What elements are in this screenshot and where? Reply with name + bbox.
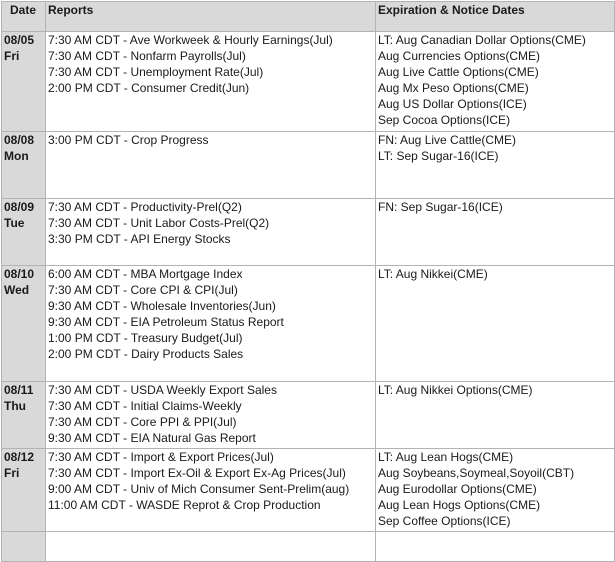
header-date: Date [2,2,46,32]
report-item: 9:30 AM CDT - EIA Petroleum Status Report [48,315,284,329]
expiration-cell [376,266,615,382]
day-value: Mon [4,149,29,163]
report-item: 3:30 PM CDT - API Energy Stocks [48,232,231,246]
date-value: 08/09 [4,200,35,214]
day-value: Fri [4,466,20,480]
expiration-item: Aug Lean Hogs Options(CME) [378,498,541,512]
expiration-cell [376,382,615,449]
expiration-item: LT: Aug Nikkei(CME) [378,267,488,281]
report-item: 11:00 AM CDT - WASDE Reprot & Crop Production [48,498,321,512]
date-value: 08/05 [4,33,35,47]
expiration-cell [376,532,615,562]
table-row-partial [2,532,615,562]
expiration-cell [376,132,615,199]
date-value: 08/08 [4,133,35,147]
date-cell [2,32,46,132]
table-row [2,132,615,199]
day-value: Wed [4,283,30,297]
expiration-item: Aug Eurodollar Options(CME) [378,482,537,496]
header-expiration: Expiration & Notice Dates [376,2,615,32]
reports-cell [46,266,376,382]
report-item: 7:30 AM CDT - Initial Claims-Weekly [48,399,242,413]
reports-cell [46,32,376,132]
expiration-item: LT: Aug Lean Hogs(CME) [378,450,514,464]
expiration-item: FN: Sep Sugar-16(ICE) [378,200,503,214]
economic-calendar-table [1,1,615,562]
expiration-item: Aug Mx Peso Options(CME) [378,81,529,95]
expiration-item: Sep Cocoa Options(ICE) [378,113,511,127]
date-cell [2,199,46,266]
report-item: 2:00 PM CDT - Dairy Products Sales [48,347,244,361]
report-item: 9:30 AM CDT - Wholesale Inventories(Jun) [48,299,276,313]
report-item: 7:30 AM CDT - Nonfarm Payrolls(Jul) [48,49,246,63]
date-cell [2,132,46,199]
expiration-item: Sep Coffee Options(ICE) [378,514,511,528]
day-value: Thu [4,399,26,413]
report-item: 7:30 AM CDT - Core CPI & CPI(Jul) [48,283,238,297]
expiration-item: Aug Live Cattle Options(CME) [378,65,539,79]
date-cell [2,266,46,382]
report-item: 9:00 AM CDT - Univ of Mich Consumer Sent-Prelim(aug) [48,482,350,496]
report-item: 7:30 AM CDT - Ave Workweek & Hourly Earnings(Jul) [48,33,333,47]
report-item: 1:00 PM CDT - Treasury Budget(Jul) [48,331,243,345]
reports-cell [46,132,376,199]
expiration-item: Aug US Dollar Options(ICE) [378,97,527,111]
expiration-item: Aug Currencies Options(CME) [378,49,541,63]
day-value: Tue [4,216,25,230]
report-item: 3:00 PM CDT - Crop Progress [48,133,209,147]
header-reports: Reports [46,2,376,32]
expiration-item: FN: Aug Live Cattle(CME) [378,133,517,147]
report-item: 7:30 AM CDT - USDA Weekly Export Sales [48,383,277,397]
table-row [2,266,615,382]
reports-cell [46,449,376,532]
expiration-cell [376,32,615,132]
expiration-cell [376,449,615,532]
date-value: 08/10 [4,267,35,281]
date-cell [2,382,46,449]
report-item: 7:30 AM CDT - Unit Labor Costs-Prel(Q2) [48,216,270,230]
expiration-item: LT: Aug Canadian Dollar Options(CME) [378,33,586,47]
date-cell [2,449,46,532]
report-item: 2:00 PM CDT - Consumer Credit(Jun) [48,81,250,95]
date-value: 08/11 [4,383,34,397]
report-item: 7:30 AM CDT - Unemployment Rate(Jul) [48,65,264,79]
table-row [2,199,615,266]
date-cell [2,532,46,562]
report-item: 6:00 AM CDT - MBA Mortgage Index [48,267,243,281]
report-item: 7:30 AM CDT - Core PPI & PPI(Jul) [48,415,237,429]
table-row [2,32,615,132]
report-item: 7:30 AM CDT - Productivity-Prel(Q2) [48,200,242,214]
reports-cell [46,382,376,449]
date-value: 08/12 [4,450,35,464]
report-item: 7:30 AM CDT - Import & Export Prices(Jul) [48,450,274,464]
table-row [2,449,615,532]
expiration-cell [376,199,615,266]
reports-cell [46,199,376,266]
reports-cell [46,532,376,562]
expiration-item: LT: Sep Sugar-16(ICE) [378,149,499,163]
day-value: Fri [4,49,20,63]
table-row [2,382,615,449]
report-item: 7:30 AM CDT - Import Ex-Oil & Export Ex-Ag Prices(Jul) [48,466,346,480]
expiration-item: Aug Soybeans,Soymeal,Soyoil(CBT) [378,466,575,480]
report-item: 9:30 AM CDT - EIA Natural Gas Report [48,431,256,445]
header-row [2,2,615,32]
expiration-item: LT: Aug Nikkei Options(CME) [378,383,533,397]
